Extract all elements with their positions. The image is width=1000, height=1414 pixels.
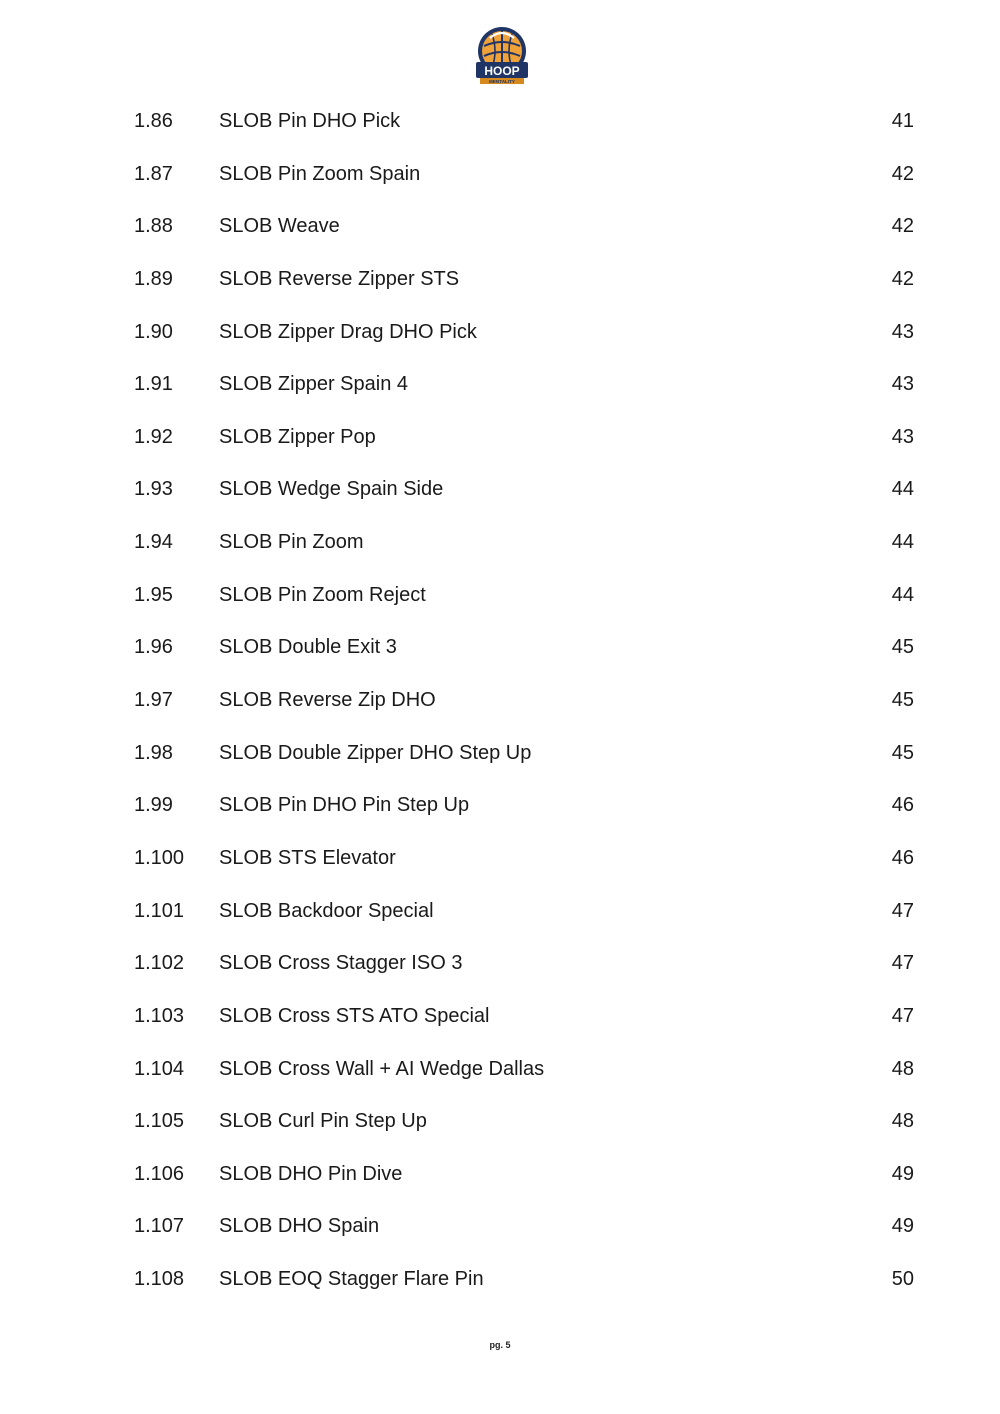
toc-entry-number: 1.94 — [134, 531, 173, 554]
toc-entry-title: SLOB Zipper Drag DHO Pick — [219, 320, 477, 343]
toc-entry-page: 47 — [891, 1004, 914, 1027]
toc-entry-page: 45 — [891, 689, 914, 712]
toc-entry[interactable] — [0, 200, 1000, 253]
toc-entry-title: SLOB DHO Spain — [219, 1215, 380, 1238]
toc-entry-title: SLOB EOQ Stagger Flare Pin — [219, 1268, 484, 1291]
toc-entry[interactable] — [0, 990, 1000, 1043]
toc-entry-page: 42 — [891, 162, 914, 185]
page-number: pg. 5 — [489, 1340, 511, 1350]
toc-entry-title: SLOB Zipper Spain 4 — [219, 373, 408, 396]
toc-entry[interactable] — [0, 306, 1000, 359]
toc-entry[interactable] — [0, 253, 1000, 306]
toc-entry[interactable] — [0, 674, 1000, 727]
table-of-contents — [0, 95, 1000, 1306]
toc-entry[interactable] — [0, 1200, 1000, 1253]
toc-entry[interactable] — [0, 148, 1000, 201]
toc-entry-page: 42 — [891, 267, 914, 290]
toc-entry-page: 46 — [891, 846, 914, 869]
toc-entry-page: 44 — [891, 478, 914, 501]
toc-entry-page: 49 — [891, 1162, 914, 1185]
toc-entry-title: SLOB Double Exit 3 — [219, 636, 397, 659]
toc-entry-title: SLOB STS Elevator — [219, 846, 396, 869]
logo-main-text: HOOP — [484, 64, 520, 78]
toc-entry-number: 1.103 — [134, 1004, 185, 1027]
toc-entry-number: 1.101 — [134, 899, 185, 922]
toc-entry-title: SLOB Pin Zoom Reject — [219, 583, 426, 606]
toc-entry-title: SLOB Wedge Spain Side — [219, 478, 444, 501]
toc-entry-number: 1.105 — [134, 1110, 185, 1133]
toc-entry-number: 1.98 — [134, 741, 173, 764]
toc-entry[interactable] — [0, 832, 1000, 885]
toc-entry[interactable] — [0, 1043, 1000, 1096]
toc-entry-page: 43 — [891, 373, 914, 396]
toc-entry-page: 48 — [891, 1057, 914, 1080]
toc-entry-number: 1.95 — [134, 583, 173, 606]
toc-entry[interactable] — [0, 95, 1000, 148]
toc-entry-number: 1.96 — [134, 636, 173, 659]
toc-entry-page: 49 — [891, 1215, 914, 1238]
toc-entry-number: 1.88 — [134, 215, 173, 238]
toc-entry-number: 1.89 — [134, 267, 173, 290]
toc-entry-title: SLOB DHO Pin Dive — [219, 1162, 403, 1185]
toc-entry-number: 1.91 — [134, 373, 173, 396]
toc-entry-number: 1.93 — [134, 478, 173, 501]
toc-entry[interactable] — [0, 779, 1000, 832]
toc-entry-number: 1.102 — [134, 952, 185, 975]
toc-entry-title: SLOB Cross STS ATO Special — [219, 1004, 490, 1027]
toc-entry-title: SLOB Pin DHO Pin Step Up — [219, 794, 470, 817]
toc-entry-page: 50 — [891, 1268, 914, 1291]
logo-sub-text: MENTALITY — [489, 79, 515, 84]
toc-entry-number: 1.86 — [134, 110, 173, 132]
toc-entry-number: 1.90 — [134, 320, 173, 343]
toc-entry-page: 47 — [891, 952, 914, 975]
toc-entry-page: 44 — [891, 531, 914, 554]
toc-entry[interactable] — [0, 885, 1000, 938]
toc-entry-number: 1.107 — [134, 1215, 185, 1238]
toc-entry-title: SLOB Backdoor Special — [219, 899, 434, 922]
toc-entry-title: SLOB Pin Zoom — [219, 531, 364, 554]
toc-entry-page: 43 — [891, 320, 914, 343]
toc-entry-title: SLOB Cross Wall + AI Wedge Dallas — [219, 1057, 545, 1080]
toc-entry-title: SLOB Zipper Pop — [219, 425, 376, 448]
toc-entry-title: SLOB Cross Stagger ISO 3 — [219, 952, 463, 975]
toc-entry-number: 1.99 — [134, 794, 173, 817]
toc-entry-page: 45 — [891, 636, 914, 659]
toc-entry-number: 1.92 — [134, 425, 173, 448]
toc-entry-page: 46 — [891, 794, 914, 817]
toc-entry[interactable] — [0, 516, 1000, 569]
hoop-mentality-logo — [474, 24, 530, 88]
toc-entry-page: 45 — [891, 741, 914, 764]
toc-entry[interactable] — [0, 1148, 1000, 1201]
toc-entry-page: 41 — [891, 110, 914, 132]
basketball-logo-icon — [474, 24, 530, 88]
toc-entry-number: 1.100 — [134, 846, 185, 869]
toc-entry[interactable] — [0, 569, 1000, 622]
toc-entry-title: SLOB Weave — [219, 215, 340, 238]
toc-entry-page: 43 — [891, 425, 914, 448]
toc-entry-page: 48 — [891, 1110, 914, 1133]
toc-entry-number: 1.97 — [134, 689, 173, 712]
toc-entry[interactable] — [0, 358, 1000, 411]
toc-entry-number: 1.104 — [134, 1057, 185, 1080]
toc-entry-title: SLOB Double Zipper DHO Step Up — [219, 741, 532, 764]
toc-entry[interactable] — [0, 463, 1000, 516]
toc-entry-title: SLOB Pin DHO Pick — [219, 110, 401, 132]
toc-entry[interactable] — [0, 937, 1000, 990]
toc-entry[interactable] — [0, 1095, 1000, 1148]
toc-entry-title: SLOB Pin Zoom Spain — [219, 162, 421, 185]
toc-entry-number: 1.87 — [134, 162, 173, 185]
toc-entry[interactable] — [0, 411, 1000, 464]
toc-entry-title: SLOB Curl Pin Step Up — [219, 1110, 427, 1133]
toc-entry-number: 1.106 — [134, 1162, 185, 1185]
toc-entry[interactable] — [0, 727, 1000, 780]
toc-entry-page: 47 — [891, 899, 914, 922]
toc-entry-page: 44 — [891, 583, 914, 606]
toc-entry[interactable] — [0, 621, 1000, 674]
toc-entry-page: 42 — [891, 215, 914, 238]
toc-entry-number: 1.108 — [134, 1268, 185, 1291]
toc-entry[interactable] — [0, 1253, 1000, 1306]
toc-entry-title: SLOB Reverse Zipper STS — [219, 267, 460, 290]
toc-entry-title: SLOB Reverse Zip DHO — [219, 689, 436, 712]
